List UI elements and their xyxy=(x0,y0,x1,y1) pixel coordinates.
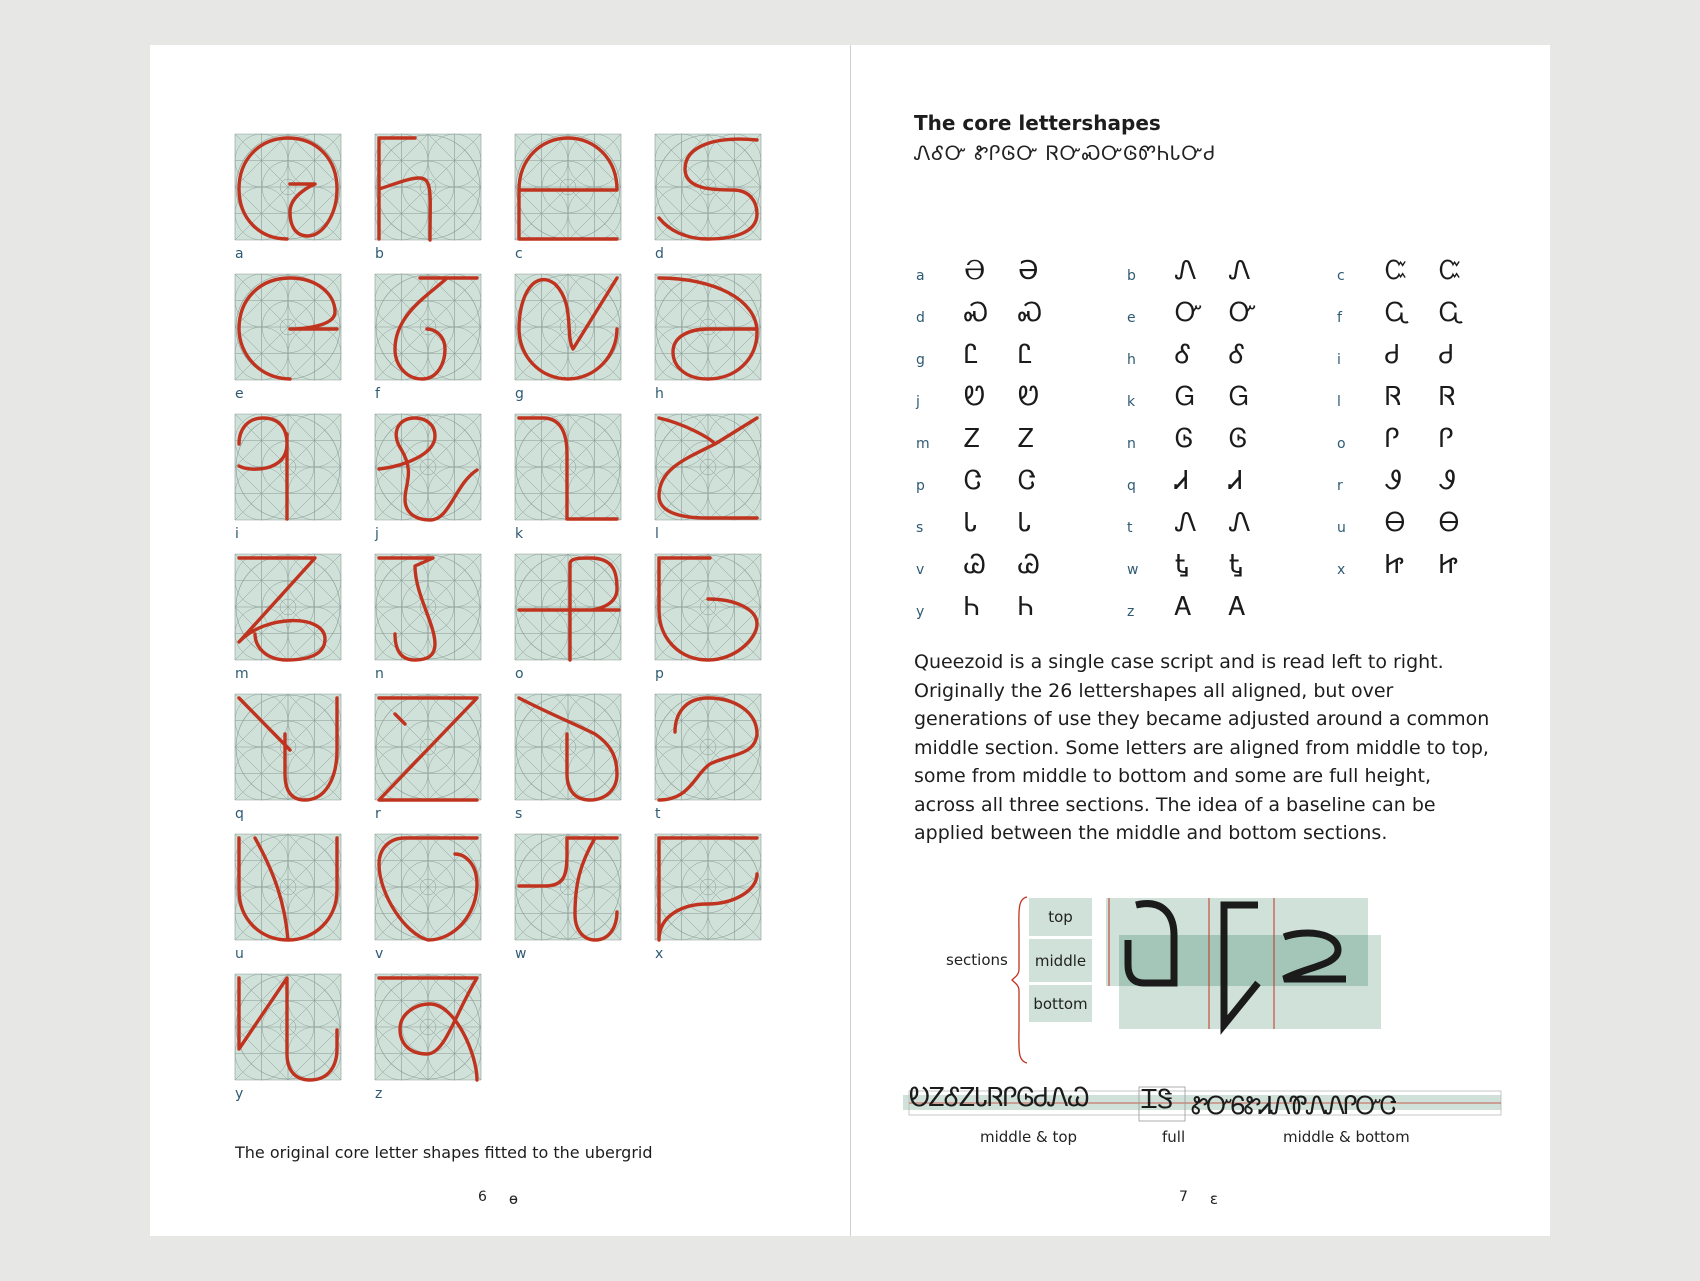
key-glyph-sans-j: Ꮼ xyxy=(1018,382,1039,412)
tile-label: n xyxy=(375,666,384,682)
key-glyph-serif-n: Ꮆ xyxy=(1175,424,1194,454)
tile-label: z xyxy=(375,1086,383,1102)
key-letter-h: h xyxy=(1127,352,1136,368)
ubergrid-shape-n xyxy=(375,554,481,660)
key-letter-s: s xyxy=(916,520,924,536)
key-letter-f: f xyxy=(1337,310,1342,326)
ubergrid-shape-u xyxy=(235,834,341,940)
ubergrid-shape-p xyxy=(655,554,761,660)
letter-tile-q xyxy=(235,694,341,822)
key-letter-o: o xyxy=(1337,436,1346,452)
letter-tile-w xyxy=(515,834,621,962)
ubergrid-shape-k xyxy=(515,414,621,520)
sections-brace xyxy=(1011,895,1031,1065)
key-letter-w: w xyxy=(1127,562,1139,578)
letter-tile-r xyxy=(375,694,481,822)
key-glyph-serif-y: Ꮒ xyxy=(964,592,980,622)
label-middle-top: middle & top xyxy=(980,1128,1078,1146)
section-middle: middle xyxy=(1029,939,1092,982)
key-glyph-serif-l: Ꮢ xyxy=(1385,382,1402,412)
key-glyph-serif-d: Ꮝ xyxy=(964,298,989,328)
key-glyph-sans-s: Ꮣ xyxy=(1018,508,1032,538)
ubergrid-shape-j xyxy=(375,414,481,520)
key-glyph-sans-w: Ꮏ xyxy=(1229,550,1244,580)
strip-middle-top: ᎧᏃᎴᏃᏓᏒᎵᎶᏧᏁᏇ xyxy=(909,1083,1089,1113)
letter-tile-y xyxy=(235,974,341,1102)
ubergrid-shape-o xyxy=(515,554,621,660)
tile-label: y xyxy=(235,1086,244,1102)
key-letter-q: q xyxy=(1127,478,1136,494)
key-glyph-serif-u: Ꮎ xyxy=(1385,508,1406,538)
key-glyph-sans-v: Ꮚ xyxy=(1018,550,1040,580)
key-letter-k: k xyxy=(1127,394,1136,410)
ubergrid-shape-i xyxy=(235,414,341,520)
key-glyph-sans-u: Ꮎ xyxy=(1439,508,1460,538)
letter-tile-b xyxy=(375,134,481,262)
key-glyph-serif-p: Ꮳ xyxy=(964,466,982,496)
key-glyph-serif-z: Ꭺ xyxy=(1175,592,1193,622)
tile-label: l xyxy=(655,526,659,542)
label-full: full xyxy=(1162,1128,1186,1146)
tile-label: a xyxy=(235,246,244,262)
key-glyph-serif-t: Ꮑ xyxy=(1175,508,1197,538)
ubergrid-shape-v xyxy=(375,834,481,940)
key-glyph-sans-c: Ꮸ xyxy=(1439,256,1462,286)
key-glyph-sans-x: Ꮵ xyxy=(1439,550,1458,580)
key-glyph-serif-o: Ꮅ xyxy=(1385,424,1400,454)
key-glyph-sans-h: Ꮄ xyxy=(1229,340,1245,370)
key-letter-x: x xyxy=(1337,562,1346,578)
tile-label: w xyxy=(515,946,527,962)
letter-tile-v xyxy=(375,834,481,962)
key-letter-e: e xyxy=(1127,310,1136,326)
ubergrid-shape-m xyxy=(235,554,341,660)
tile-label: o xyxy=(515,666,524,682)
tile-label: c xyxy=(515,246,523,262)
letter-tile-p xyxy=(655,554,761,682)
letter-tile-l xyxy=(655,414,761,542)
letter-tile-k xyxy=(515,414,621,542)
key-glyph-serif-w: Ꮏ xyxy=(1175,550,1190,580)
key-glyph-sans-f: Ꮹ xyxy=(1439,298,1464,328)
key-glyph-serif-s: Ꮣ xyxy=(964,508,978,538)
tile-label: u xyxy=(235,946,244,962)
key-letter-a: a xyxy=(916,268,925,284)
tile-label: s xyxy=(515,806,523,822)
key-letter-y: y xyxy=(916,604,925,620)
page-number-right xyxy=(1179,1187,1219,1208)
ubergrid-shape-f xyxy=(375,274,481,380)
page-number-left xyxy=(478,1187,519,1208)
key-glyph-sans-b: Ꮑ xyxy=(1229,256,1251,286)
page-subtitle-script: ᏁᎴᏅ ᏑᎵᎶᏅ ᏒᏅᏍᏅᎶᏛᏂᏓᏅᏧ xyxy=(914,141,1216,165)
tile-label: i xyxy=(235,526,239,542)
key-glyph-sans-i: Ꮷ xyxy=(1439,340,1454,370)
key-glyph-serif-j: Ꮼ xyxy=(964,382,985,412)
ubergrid-shape-y xyxy=(235,974,341,1080)
label-middle-bottom: middle & bottom xyxy=(1283,1128,1410,1146)
key-letter-r: r xyxy=(1337,478,1343,494)
page-title: The core lettershapes xyxy=(914,111,1161,135)
letter-tile-z xyxy=(375,974,481,1102)
key-letter-c: c xyxy=(1337,268,1345,284)
ubergrid-shape-g xyxy=(515,274,621,380)
key-glyph-serif-h: Ꮄ xyxy=(1175,340,1191,370)
key-glyph-serif-b: Ꮑ xyxy=(1175,256,1197,286)
key-letter-n: n xyxy=(1127,436,1136,452)
letter-tile-e xyxy=(235,274,341,402)
sections-example-glyphs xyxy=(1106,895,1381,1065)
key-letter-z: z xyxy=(1127,604,1135,620)
ubergrid-shape-l xyxy=(655,414,761,520)
letter-tile-d xyxy=(655,134,761,262)
key-glyph-sans-r: Ꮽ xyxy=(1439,466,1456,496)
letter-tile-t xyxy=(655,694,761,822)
key-glyph-sans-d: Ꮝ xyxy=(1018,298,1043,328)
key-glyph-serif-q: Ꮧ xyxy=(1175,466,1189,496)
key-glyph-serif-g: Ꮭ xyxy=(964,340,979,370)
ubergrid-shape-b xyxy=(375,134,481,240)
key-letter-m: m xyxy=(916,436,930,452)
ubergrid-shape-c xyxy=(515,134,621,240)
key-glyph-serif-i: Ꮷ xyxy=(1385,340,1400,370)
ubergrid-shape-r xyxy=(375,694,481,800)
key-glyph-sans-e: Ꮕ xyxy=(1229,298,1257,328)
strip-middle-bottom: ᏑᏅᏮᏑᏗᏁᏈᏁᏁᎵᏅᏣ xyxy=(1191,1091,1396,1120)
folio-number: 7 xyxy=(1179,1189,1188,1205)
ubergrid-shape-x xyxy=(655,834,761,940)
ubergrid-shape-s xyxy=(515,694,621,800)
letter-tile-n xyxy=(375,554,481,682)
tile-label: q xyxy=(235,806,244,822)
key-glyph-sans-z: Ꭺ xyxy=(1229,592,1247,622)
section-bottom: bottom xyxy=(1029,985,1092,1022)
folio-script: ɵ xyxy=(508,1190,519,1208)
left-page xyxy=(150,45,850,1236)
key-glyph-sans-m: Ꮓ xyxy=(1018,424,1035,454)
key-glyph-sans-n: Ꮆ xyxy=(1229,424,1248,454)
letter-tile-f xyxy=(375,274,481,402)
key-letter-l: l xyxy=(1337,394,1341,410)
key-letter-u: u xyxy=(1337,520,1346,536)
key-glyph-serif-v: Ꮚ xyxy=(964,550,986,580)
tile-label: r xyxy=(375,806,381,822)
folio-number: 6 xyxy=(478,1189,487,1205)
letter-tile-m xyxy=(235,554,341,682)
key-glyph-serif-e: Ꮕ xyxy=(1175,298,1203,328)
key-glyph-sans-k: Ꮐ xyxy=(1229,382,1249,412)
key-letter-p: p xyxy=(916,478,925,494)
tile-label: v xyxy=(375,946,384,962)
key-glyph-serif-m: Ꮓ xyxy=(964,424,981,454)
key-glyph-sans-a: Ә xyxy=(1018,256,1039,286)
ubergrid-shape-d xyxy=(655,134,761,240)
key-glyph-sans-y: Ꮒ xyxy=(1018,592,1034,622)
tile-label: t xyxy=(655,806,661,822)
tile-label: f xyxy=(375,386,380,402)
letter-tile-g xyxy=(515,274,621,402)
tile-label: x xyxy=(655,946,664,962)
key-glyph-sans-g: Ꮭ xyxy=(1018,340,1033,370)
ubergrid-shape-z xyxy=(375,974,481,1080)
key-glyph-sans-l: Ꮢ xyxy=(1439,382,1456,412)
strip-full: ᏆᏕ xyxy=(1141,1085,1173,1115)
key-letter-v: v xyxy=(916,562,925,578)
key-glyph-serif-a: Ә xyxy=(964,256,986,286)
body-paragraph: Queezoid is a single case script and is read left to right. Originally the 26 lettershapes all aligned, but over generations of use they became adjusted around a common middle section. Some letters are aligned from middle to top, some from middle to bottom and some are full height, across all three sections. The idea of a baseline can be applied between the middle and bottom sections. xyxy=(914,651,1490,844)
tile-label: k xyxy=(515,526,524,542)
letter-tile-o xyxy=(515,554,621,682)
letter-tile-h xyxy=(655,274,761,402)
right-page xyxy=(851,45,1550,1236)
folio-script: ɛ xyxy=(1209,1190,1219,1208)
key-letter-d: d xyxy=(916,310,925,326)
sections-label: sections xyxy=(946,951,1008,969)
letter-tile-u xyxy=(235,834,341,962)
tile-label: h xyxy=(655,386,664,402)
letter-tile-s xyxy=(515,694,621,822)
key-glyph-serif-x: Ꮵ xyxy=(1385,550,1404,580)
tile-label: m xyxy=(235,666,249,682)
key-glyph-serif-k: Ꮐ xyxy=(1175,382,1195,412)
key-glyph-sans-t: Ꮑ xyxy=(1229,508,1251,538)
key-letter-j: j xyxy=(916,394,920,410)
key-letter-b: b xyxy=(1127,268,1136,284)
tile-label: g xyxy=(515,386,524,402)
ubergrid-shape-q xyxy=(235,694,341,800)
key-glyph-sans-p: Ꮳ xyxy=(1018,466,1036,496)
key-glyph-serif-c: Ꮸ xyxy=(1385,256,1408,286)
section-top: top xyxy=(1029,898,1092,936)
ubergrid-shape-a xyxy=(235,134,341,240)
key-letter-g: g xyxy=(916,352,925,368)
letter-tile-i xyxy=(235,414,341,542)
key-glyph-serif-r: Ꮽ xyxy=(1385,466,1402,496)
tile-label: d xyxy=(655,246,664,262)
letter-tile-x xyxy=(655,834,761,962)
ubergrid-shape-e xyxy=(235,274,341,380)
key-letter-i: i xyxy=(1337,352,1341,368)
letter-tile-a xyxy=(235,134,341,262)
tile-label: b xyxy=(375,246,384,262)
tile-label: p xyxy=(655,666,664,682)
ubergrid-shape-h xyxy=(655,274,761,380)
ubergrid-shape-w xyxy=(515,834,621,940)
tile-label: e xyxy=(235,386,244,402)
key-glyph-serif-f: Ꮹ xyxy=(1385,298,1410,328)
grid-caption: The original core letter shapes fitted to the ubergrid xyxy=(235,1143,653,1162)
letter-tile-j xyxy=(375,414,481,542)
key-letter-t: t xyxy=(1127,520,1133,536)
key-glyph-sans-o: Ꮅ xyxy=(1439,424,1454,454)
letter-tile-c xyxy=(515,134,621,262)
ubergrid-shape-t xyxy=(655,694,761,800)
key-glyph-sans-q: Ꮧ xyxy=(1229,466,1243,496)
tile-label: j xyxy=(375,526,379,542)
